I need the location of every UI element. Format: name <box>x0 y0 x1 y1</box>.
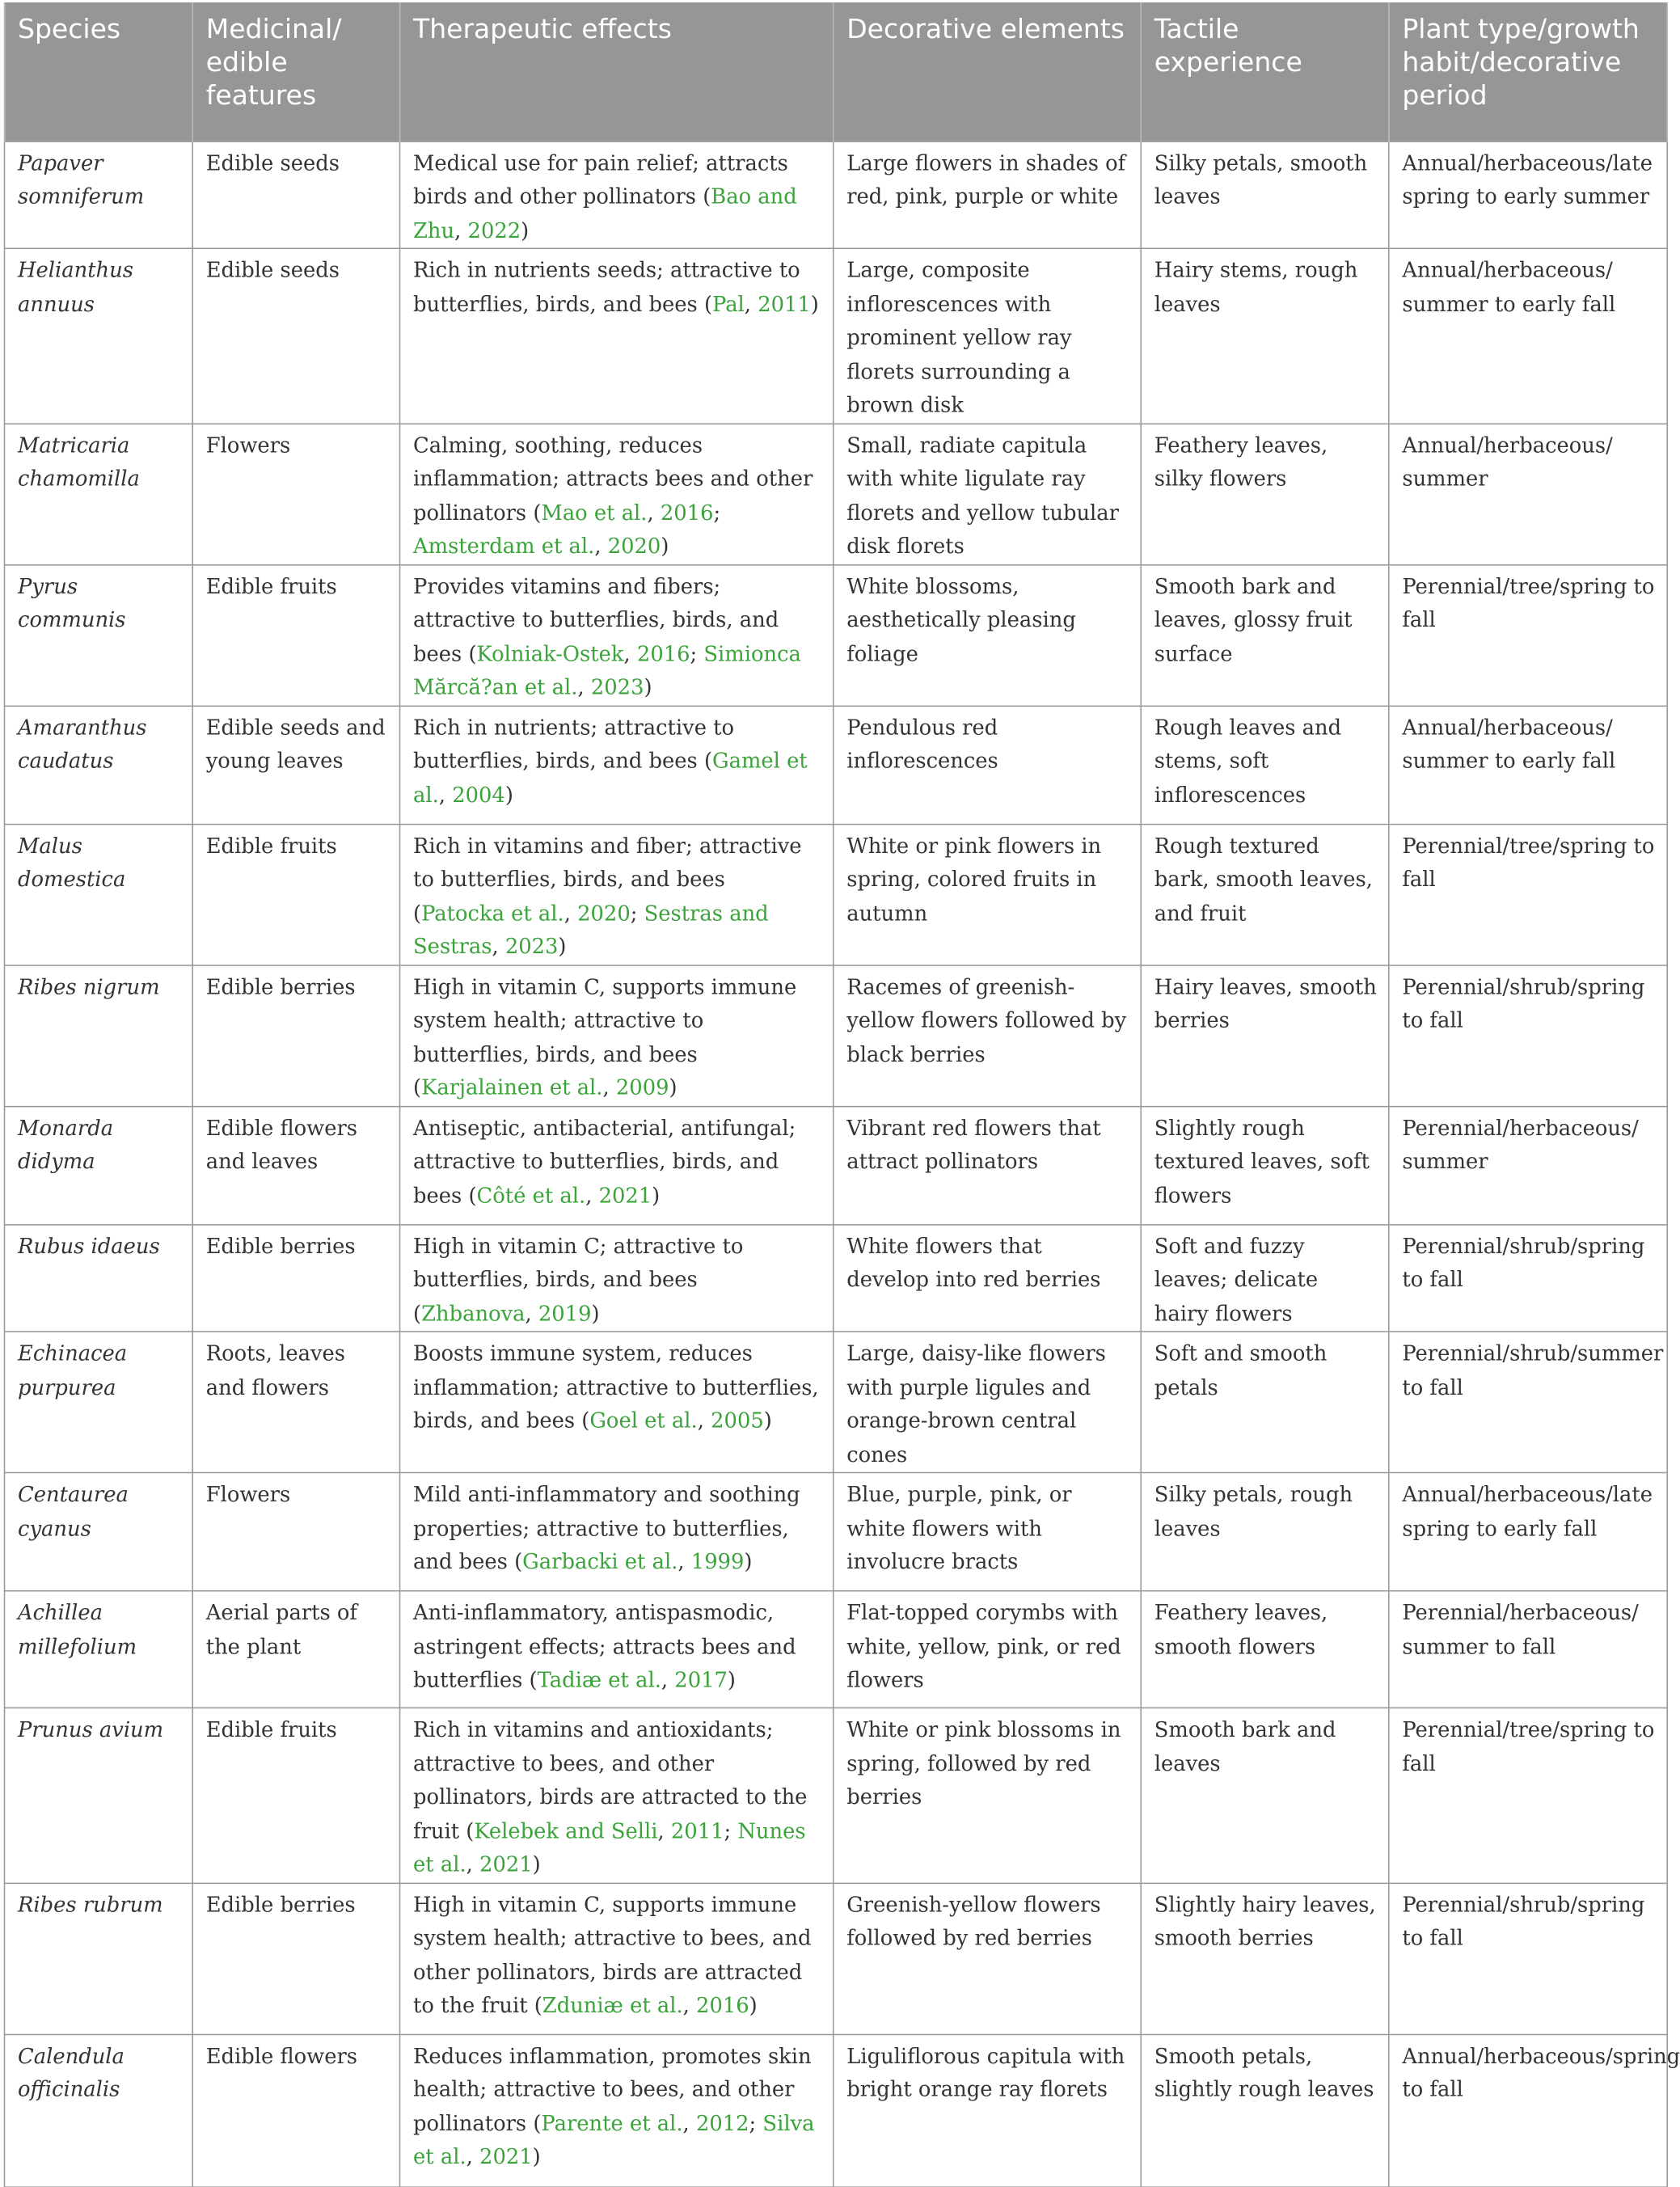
citation-link[interactable]: 1999 <box>690 1549 745 1574</box>
citation-link[interactable]: Kolniak-Ostek <box>476 641 624 666</box>
table-row <box>5 965 1668 1106</box>
effects-text: , <box>682 2110 696 2135</box>
features-cell: Flowers <box>192 1472 399 1590</box>
tactile-cell: Feathery leaves, silky flowers <box>1141 423 1389 564</box>
tactile-cell: Slightly rough textured leaves, soft flowers <box>1141 1106 1389 1224</box>
effects-text: ) <box>558 934 567 959</box>
citation-link[interactable]: Nunes et al. <box>413 1818 806 1877</box>
therapeutic-effects-cell <box>400 141 834 248</box>
effects-text: ) <box>744 1549 753 1574</box>
effects-text: , <box>438 782 453 807</box>
table-row <box>5 423 1668 564</box>
tactile-cell: Hairy leaves, smooth berries <box>1141 965 1389 1106</box>
effects-text: , <box>677 1549 691 1574</box>
plant-type-cell: Perennial/tree/spring to fall <box>1389 1708 1667 1882</box>
plant-type-cell: Perennial/shrub/spring to fall <box>1389 1224 1667 1332</box>
species-cell: Helianthus annuus <box>5 248 193 423</box>
citation-link[interactable]: 2023 <box>504 934 559 959</box>
citation-link[interactable]: 2016 <box>660 500 714 525</box>
tactile-cell: Smooth bark and leaves <box>1141 1708 1389 1882</box>
table-row <box>5 141 1668 248</box>
citation-link[interactable]: 2019 <box>538 1301 592 1326</box>
plant-species-table <box>4 2 1680 2187</box>
effects-text: ) <box>504 782 513 807</box>
header-plant-type: Plant type/growth habit/decorative period <box>1389 2 1667 141</box>
effects-text: Antiseptic, antibacterial, antifungal; attractive to butterflies, birds, and bees ( <box>413 1115 796 1207</box>
effects-text: , <box>525 1301 538 1326</box>
citation-link[interactable]: 2020 <box>577 900 631 925</box>
features-cell: Edible fruits <box>192 564 399 706</box>
citation-link[interactable]: Amsterdam et al. <box>413 534 595 559</box>
effects-text: , <box>623 641 637 666</box>
effects-text: , <box>647 500 661 525</box>
tactile-cell: Feathery leaves, smooth flowers <box>1141 1591 1389 1708</box>
effects-text: Calming, soothing, reduces inflammation; attracts bees and other pollinators ( <box>413 433 813 525</box>
citation-link[interactable]: 2021 <box>479 2144 533 2169</box>
tactile-cell: Soft and smooth petals <box>1141 1332 1389 1473</box>
plant-type-cell: Perennial/tree/spring to fall <box>1389 564 1667 706</box>
page <box>0 2 1680 2169</box>
tactile-cell: Slightly hairy leaves, smooth berries <box>1141 1883 1389 2034</box>
decorative-cell: Pendulous red inflorescences <box>834 706 1142 824</box>
effects-text: , <box>697 1408 711 1433</box>
effects-text: High in vitamin C, supports immune system health; attractive to butterflies, birds, and bees ( <box>413 974 797 1100</box>
effects-text: ) <box>669 1075 677 1100</box>
species-cell: Papaver somniferum <box>5 141 193 248</box>
tactile-cell: Smooth petals, slightly rough leaves <box>1141 2034 1389 2187</box>
therapeutic-effects-cell <box>400 423 834 564</box>
species-cell: Achillea millefolium <box>5 1591 193 1708</box>
effects-text: ) <box>763 1408 772 1433</box>
plant-type-cell: Annual/herbaceous/spring to fall <box>1389 2034 1667 2187</box>
decorative-cell: Racemes of greenish-yellow flowers followed by black berries <box>834 965 1142 1106</box>
citation-link[interactable]: 2004 <box>452 782 505 807</box>
therapeutic-effects-cell <box>400 2034 834 2187</box>
plant-type-cell: Perennial/herbaceous/ summer to fall <box>1389 1591 1667 1708</box>
effects-text: Medical use for pain relief; attracts birds and other pollinators ( <box>413 150 788 209</box>
features-cell: Edible fruits <box>192 1708 399 1882</box>
citation-link[interactable]: Karjalainen et al. <box>421 1075 603 1100</box>
therapeutic-effects-cell <box>400 1708 834 1882</box>
tactile-cell: Hairy stems, rough leaves <box>1141 248 1389 423</box>
therapeutic-effects-cell <box>400 248 834 423</box>
citation-link[interactable]: 2021 <box>479 1851 533 1877</box>
table-row <box>5 1332 1668 1473</box>
species-cell: Centaurea cyanus <box>5 1472 193 1590</box>
features-cell: Edible seeds <box>192 248 399 423</box>
citation-link[interactable]: Patocka et al. <box>421 900 564 925</box>
decorative-cell: White or pink flowers in spring, colored fruits in autumn <box>834 824 1142 965</box>
tactile-cell: Silky petals, smooth leaves <box>1141 141 1389 248</box>
effects-text: , <box>492 934 505 959</box>
features-cell: Flowers <box>192 423 399 564</box>
effects-text: ) <box>810 291 819 316</box>
table-row <box>5 1591 1668 1708</box>
features-cell: Roots, leaves and flowers <box>192 1332 399 1473</box>
effects-text: Mild anti-inflammatory and soothing properties; attractive to butterflies, and bees ( <box>413 1482 800 1574</box>
tactile-cell: Rough leaves and stems, soft inflorescences <box>1141 706 1389 824</box>
citation-link[interactable]: Gamel et al. <box>413 748 808 807</box>
decorative-cell: Vibrant red flowers that attract pollinators <box>834 1106 1142 1224</box>
header-therapeutic-effects: Therapeutic effects <box>400 2 834 141</box>
effects-text: ) <box>652 1182 661 1207</box>
species-cell: Ribes rubrum <box>5 1883 193 2034</box>
table-wrapper <box>0 2 1680 2187</box>
therapeutic-effects-cell <box>400 1332 834 1473</box>
plant-type-cell: Perennial/tree/spring to fall <box>1389 824 1667 965</box>
effects-text: , <box>744 291 758 316</box>
table-row <box>5 824 1668 965</box>
table-row <box>5 248 1668 423</box>
therapeutic-effects-cell <box>400 1883 834 2034</box>
effects-text: , <box>466 2144 480 2169</box>
plant-type-cell: Annual/herbaceous/ summer to early fall <box>1389 706 1667 824</box>
effects-text: ) <box>661 534 669 559</box>
citation-link[interactable]: 2011 <box>670 1818 724 1843</box>
decorative-cell: Small, radiate capitula with white ligulate ray florets and yellow tubular disk florets <box>834 423 1142 564</box>
table-row <box>5 1472 1668 1590</box>
plant-type-cell: Perennial/shrub/spring to fall <box>1389 965 1667 1106</box>
species-cell: Malus domestica <box>5 824 193 965</box>
effects-text: High in vitamin C; attractive to butterflies, birds, and bees ( <box>413 1233 744 1326</box>
effects-text: , <box>585 1182 599 1207</box>
plant-type-cell: Annual/herbaceous/ summer to early fall <box>1389 248 1667 423</box>
species-cell: Prunus avium <box>5 1708 193 1882</box>
effects-text: ) <box>591 1301 600 1326</box>
plant-type-cell: Perennial/herbaceous/ summer <box>1389 1106 1667 1224</box>
tactile-cell: Rough textured bark, smooth leaves, and fruit <box>1141 824 1389 965</box>
effects-text: ) <box>644 674 652 699</box>
decorative-cell: Greenish-yellow flowers followed by red berries <box>834 1883 1142 2034</box>
species-cell: Rubus idaeus <box>5 1224 193 1332</box>
features-cell: Edible fruits <box>192 824 399 965</box>
effects-text: , <box>454 217 468 243</box>
table-row <box>5 1708 1668 1882</box>
citation-link[interactable]: Tadiæ et al. <box>537 1667 661 1692</box>
plant-type-cell: Perennial/shrub/summer to fall <box>1389 1332 1667 1473</box>
species-cell: Monarda didyma <box>5 1106 193 1224</box>
decorative-cell: White flowers that develop into red berries <box>834 1224 1142 1332</box>
citation-link[interactable]: Garbacki et al. <box>522 1549 678 1574</box>
features-cell: Edible berries <box>192 965 399 1106</box>
plant-type-cell: Perennial/shrub/spring to fall <box>1389 1883 1667 2034</box>
effects-text: ; <box>690 641 704 666</box>
therapeutic-effects-cell <box>400 706 834 824</box>
decorative-cell: Blue, purple, pink, or white flowers with involucre bracts <box>834 1472 1142 1590</box>
effects-text: Provides vitamins and fibers; attractive to butterflies, birds, and bees ( <box>413 573 779 666</box>
table-row <box>5 564 1668 706</box>
effects-text: , <box>657 1818 671 1843</box>
effects-text: ) <box>532 2144 541 2169</box>
decorative-cell: Large, daisy-like flowers with purple ligules and orange-brown central cones <box>834 1332 1142 1473</box>
effects-text: Rich in nutrients seeds; attractive to butterflies, birds, and bees ( <box>413 258 800 316</box>
header-tactile-experience: Tactile experience <box>1141 2 1389 141</box>
header-species: Species <box>5 2 193 141</box>
plant-type-cell: Annual/herbaceous/late spring to early summer <box>1389 141 1667 248</box>
features-cell: Edible flowers and leaves <box>192 1106 399 1224</box>
citation-link[interactable]: 2020 <box>607 534 661 559</box>
citation-link[interactable]: Simionca Mărcă?an et al. <box>413 641 801 699</box>
features-cell: Edible seeds and young leaves <box>192 706 399 824</box>
effects-text: Anti-inflammatory, antispasmodic, astringent effects; attracts bees and butterflies ( <box>413 1600 796 1692</box>
therapeutic-effects-cell <box>400 1106 834 1224</box>
effects-text: , <box>602 1075 616 1100</box>
citation-link[interactable]: Côté et al. <box>476 1182 586 1207</box>
species-cell: Calendula officinalis <box>5 2034 193 2187</box>
effects-text: ; <box>724 1818 738 1843</box>
plant-type-cell: Annual/herbaceous/ summer <box>1389 423 1667 564</box>
species-cell: Pyrus communis <box>5 564 193 706</box>
features-cell: Edible berries <box>192 1224 399 1332</box>
header-row <box>5 2 1668 141</box>
effects-text: , <box>682 1993 697 2018</box>
citation-link[interactable]: 2016 <box>636 641 690 666</box>
citation-link[interactable]: Mao et al. <box>541 500 648 525</box>
effects-text: , <box>661 1667 675 1692</box>
decorative-cell: Large, composite inflorescences with prominent yellow ray florets surrounding a brown disk <box>834 248 1142 423</box>
effects-text: ) <box>532 1851 541 1877</box>
table-body <box>5 141 1680 2186</box>
plant-type-cell: Annual/herbaceous/late spring to early fall <box>1389 1472 1667 1590</box>
effects-text: ) <box>727 1667 736 1692</box>
citation-link[interactable]: Goel et al. <box>589 1408 698 1433</box>
effects-text: Rich in vitamins and antioxidants; attractive to bees, and other pollinators, birds are attracted to the fruit ( <box>413 1717 808 1843</box>
effects-text: Rich in nutrients; attractive to butterflies, birds, and bees ( <box>413 715 735 773</box>
citation-link[interactable]: Parente et al. <box>541 2110 683 2135</box>
effects-text: , <box>594 534 608 559</box>
citation-link[interactable]: Silva et al. <box>413 2110 815 2169</box>
species-cell: Echinacea purpurea <box>5 1332 193 1473</box>
effects-text: Rich in vitamins and fiber; attractive to butterflies, birds, and bees ( <box>413 833 802 925</box>
therapeutic-effects-cell <box>400 1472 834 1590</box>
decorative-cell: White or pink blossoms in spring, followed by red berries <box>834 1708 1142 1882</box>
therapeutic-effects-cell <box>400 824 834 965</box>
features-cell: Aerial parts of the plant <box>192 1591 399 1708</box>
citation-link[interactable]: 2017 <box>674 1667 728 1692</box>
features-cell: Edible berries <box>192 1883 399 2034</box>
table-row <box>5 2034 1668 2187</box>
citation-link[interactable]: Sestras and Sestras <box>413 900 769 959</box>
effects-text: Boosts immune system, reduces inflammation; attractive to butterflies, birds, and bees ( <box>413 1340 819 1433</box>
species-cell: Amaranthus caudatus <box>5 706 193 824</box>
citation-link[interactable]: 2016 <box>696 1993 749 2018</box>
effects-text: ; <box>713 500 721 525</box>
citation-link[interactable]: Pal <box>712 291 745 316</box>
therapeutic-effects-cell <box>400 965 834 1106</box>
effects-text: Reduces inflammation, promotes skin health; attractive to bees, and other pollinators ( <box>413 2043 812 2135</box>
citation-link[interactable]: 2005 <box>711 1408 764 1433</box>
effects-text: High in vitamin C, supports immune system health; attractive to bees, and other pollinators, birds are attracted to the fruit ( <box>413 1892 812 2018</box>
therapeutic-effects-cell <box>400 1591 834 1708</box>
decorative-cell: White blossoms, aesthetically pleasing foliage <box>834 564 1142 706</box>
header-medicinal-edible-features: Medicinal/ edible features <box>192 2 399 141</box>
effects-text: ; <box>749 2110 763 2135</box>
effects-text: , <box>577 674 591 699</box>
tactile-cell: Smooth bark and leaves, glossy fruit surface <box>1141 564 1389 706</box>
table-row <box>5 1106 1668 1224</box>
header-decorative-elements: Decorative elements <box>834 2 1142 141</box>
effects-text: ; <box>630 900 644 925</box>
citation-link[interactable]: 2011 <box>758 291 811 316</box>
therapeutic-effects-cell <box>400 1224 834 1332</box>
citation-link[interactable]: 2022 <box>467 217 521 243</box>
effects-text: ) <box>749 1993 758 2018</box>
features-cell: Edible flowers <box>192 2034 399 2187</box>
tactile-cell: Silky petals, rough leaves <box>1141 1472 1389 1590</box>
citation-link[interactable]: 2021 <box>598 1182 652 1207</box>
effects-text: ) <box>521 217 530 243</box>
citation-link[interactable]: Bao and Zhu <box>413 184 797 243</box>
citation-link[interactable]: 2012 <box>695 2110 749 2135</box>
citation-link[interactable]: Zhbanova <box>421 1301 526 1326</box>
features-cell: Edible seeds <box>192 141 399 248</box>
table-row <box>5 1224 1668 1332</box>
therapeutic-effects-cell <box>400 564 834 706</box>
species-cell: Ribes nigrum <box>5 965 193 1106</box>
table-row <box>5 706 1668 824</box>
citation-link[interactable]: 2023 <box>590 674 644 699</box>
decorative-cell: Flat-topped corymbs with white, yellow, pink, or red flowers <box>834 1591 1142 1708</box>
effects-text: , <box>466 1851 480 1877</box>
effects-text: , <box>564 900 578 925</box>
decorative-cell: Liguliflorous capitula with bright orange ray florets <box>834 2034 1142 2187</box>
species-cell: Matricaria chamomilla <box>5 423 193 564</box>
tactile-cell: Soft and fuzzy leaves; delicate hairy flowers <box>1141 1224 1389 1332</box>
citation-link[interactable]: Zduniæ et al. <box>542 1993 683 2018</box>
decorative-cell: Large flowers in shades of red, pink, purple or white <box>834 141 1142 248</box>
citation-link[interactable]: 2009 <box>615 1075 669 1100</box>
table-row <box>5 1883 1668 2034</box>
citation-link[interactable]: Kelebek and Selli <box>474 1818 658 1843</box>
